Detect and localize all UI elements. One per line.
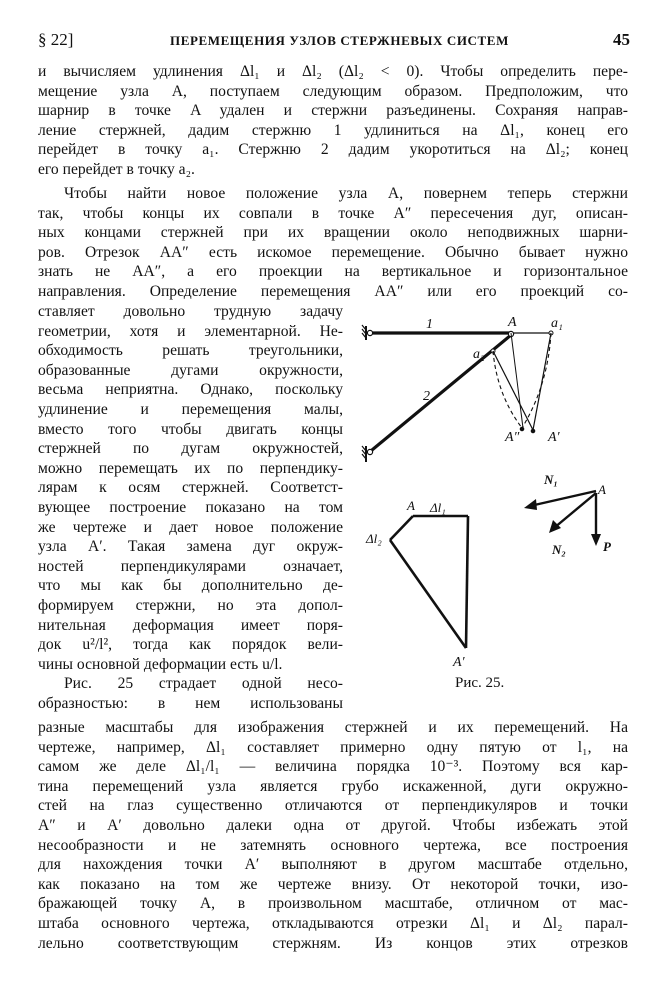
text-line: ление стержней, дадим стержню 1 удлиниться на Δl₁, конец его <box>38 121 628 139</box>
A-prime-label: A′ <box>548 430 560 445</box>
running-header <box>38 30 630 52</box>
text-line: перейдет в точку a₁. Стержню 2 дадим укоротиться на Δl₂; конец <box>38 141 628 159</box>
text-line: стержней по дугам окружностей, <box>38 440 343 458</box>
text-line: штаба основного чертежа, откладываются отрезки Δl₁ и Δl₂ парал- <box>38 914 628 932</box>
text-line: знать не AA″, а его проекции на вертикальное и горизонтальное <box>38 263 628 281</box>
N1-label: N₁ <box>544 472 558 487</box>
arc-2 <box>493 351 522 428</box>
perpendicular-1 <box>533 333 551 430</box>
page-number: 45 <box>613 30 630 49</box>
arc-1 <box>522 333 551 428</box>
running-title: ПЕРЕМЕЩЕНИЯ УЗЛОВ СТЕРЖНЕВЫХ СИСТЕМ <box>170 33 509 48</box>
section-number: § 22] <box>38 30 74 49</box>
text-line: лельно соответствующим стержням. Из концов этих отрезков <box>38 934 628 952</box>
node-A-label: A <box>508 315 517 330</box>
perpendicular-from-dl2 <box>390 540 466 648</box>
text-line: док u²/l², тогда как порядок вели- <box>38 636 343 654</box>
text-line: образностью: в нем использованы <box>38 694 343 712</box>
text-line: и вычисляем удлинения Δl₁ и Δl₂ (Δl₂ < 0). Чтобы определить пере- <box>38 63 628 80</box>
text-line: бражающей точку A, в произвольном масштабе, отличном от мас- <box>38 895 628 913</box>
force-N1-line <box>530 491 596 506</box>
paragraph-2-top <box>38 184 628 302</box>
perpendicular-2 <box>493 351 533 430</box>
text-line: чины основной деформации есть u/l. <box>38 655 283 673</box>
text-line: для нахождения точки A′ выполняют в другом масштабе отдельно, <box>38 856 628 874</box>
text-line: узла A′. Такая замена дуг окруж- <box>38 538 343 556</box>
point-a1 <box>549 331 553 335</box>
text-line: его перейдет в точку a₂. <box>38 160 195 178</box>
text-line: ставляет довольно трудную задачу <box>38 303 343 320</box>
paragraph-1 <box>38 62 628 180</box>
bottom-support-hatch <box>362 446 366 462</box>
text-line: разные масштабы для изображения стержней и их перемещений. На <box>38 719 628 736</box>
text-line: стей на глаз существенно отличаются от перпендикуляров и точки <box>38 797 628 815</box>
text-line: вующее построение показано на том <box>38 498 343 516</box>
text-line: чертеже, например, Δl₁ составляет примерно одну пятую от l₁, на <box>38 738 628 756</box>
force-A-label: A <box>598 482 606 497</box>
node-A-hinge <box>508 331 513 336</box>
rod-1-label: 1 <box>426 317 433 332</box>
top-hinge <box>367 330 372 335</box>
text-line: Чтобы найти новое положение узла A, повернем теперь стержни <box>64 185 628 202</box>
a1-label: a₁ <box>551 316 563 331</box>
text-line: как показано на том же чертеже внизу. От некоторой точки, изо- <box>38 875 628 893</box>
paragraph-3-bottom <box>38 718 628 953</box>
bottom-A-label: A <box>407 498 415 513</box>
point-A-prime <box>531 429 535 433</box>
point-a2 <box>491 349 495 353</box>
force-N2-arrow <box>549 520 561 533</box>
segment-dl2 <box>390 516 413 540</box>
point-A-double <box>520 427 524 431</box>
text-line: нительная деформация имеет поря- <box>38 616 343 634</box>
displacement-AA2 <box>511 333 523 428</box>
text-line: можно перемещать их по перпендику- <box>38 459 343 477</box>
P-label: P <box>603 539 611 554</box>
perpendicular-from-dl1 <box>466 516 468 648</box>
text-line: удлинение и перемещения малы, <box>38 400 343 418</box>
text-line: ных концами стержней при их вращении около неподвижных шарни- <box>38 224 628 242</box>
force-N2-line <box>554 493 596 528</box>
text-line: что мы как бы дополнительно де- <box>38 577 343 595</box>
dl2-label: Δl₂ <box>366 531 382 546</box>
text-line: образованные дугами окружности, <box>38 361 343 379</box>
text-line: ностей перпендикулярами означает, <box>38 557 343 575</box>
text-line: формируем стержни, но эта допол- <box>38 596 343 614</box>
bottom-A-prime-label: A′ <box>453 655 465 670</box>
text-line: геометрии, хотя и элементарной. Не- <box>38 322 343 340</box>
rod-2-label: 2 <box>423 389 430 404</box>
figure-caption: Рис. 25. <box>455 675 505 691</box>
text-line: лярам к осям стержней. Соответст- <box>38 479 343 497</box>
a2-label: a₂ <box>473 347 485 362</box>
text-line: шарнир в точке A удален и стержни разъединены. Сохраняя направ- <box>38 102 628 120</box>
top-support-hatch <box>362 325 366 340</box>
force-P-arrow <box>591 534 601 546</box>
text-line: же чертеже и дает новое положение <box>38 518 343 536</box>
text-line: вместо того чтобы двигать концы <box>38 420 343 438</box>
dl1-label: Δl₁ <box>430 500 446 515</box>
rod-2 <box>372 335 511 450</box>
paragraph-2-narrow <box>38 302 343 713</box>
text-line: тина перемещений узла является грубо искаженной, дуги окружно- <box>38 777 628 795</box>
text-line: несообразности и не затемнять основного чертежа, все построения <box>38 836 628 854</box>
text-line: Рис. 25 страдает одной несо- <box>64 675 343 693</box>
text-line: весьма неприятна. Однако, поскольку <box>38 381 343 399</box>
text-line: направления. Определение перемещения AA″ или его проекций со- <box>38 282 628 300</box>
text-line: A″ и A′ довольно далеки одна от другой. Чтобы избежать этой <box>38 816 628 834</box>
text-line: мещение узла A, поступаем следующим образом. Предположим, что <box>38 82 628 100</box>
N2-label: N₂ <box>552 542 566 557</box>
text-line: самом же деле Δl₁/l₁ — величина порядка 10⁻³. Поэтому вся кар- <box>38 758 628 776</box>
A-double-label: A″ <box>505 430 520 445</box>
text-line: обходимость решать треугольники, <box>38 342 343 360</box>
text-line: так, чтобы концы их совпали в точке A″ пересечения дуг, описан- <box>38 204 628 222</box>
bottom-hinge <box>367 449 372 454</box>
text-line: ров. Отрезок AA″ есть искомое перемещение. Обычно бывает нужно <box>38 243 628 261</box>
force-N1-arrow <box>524 499 537 510</box>
